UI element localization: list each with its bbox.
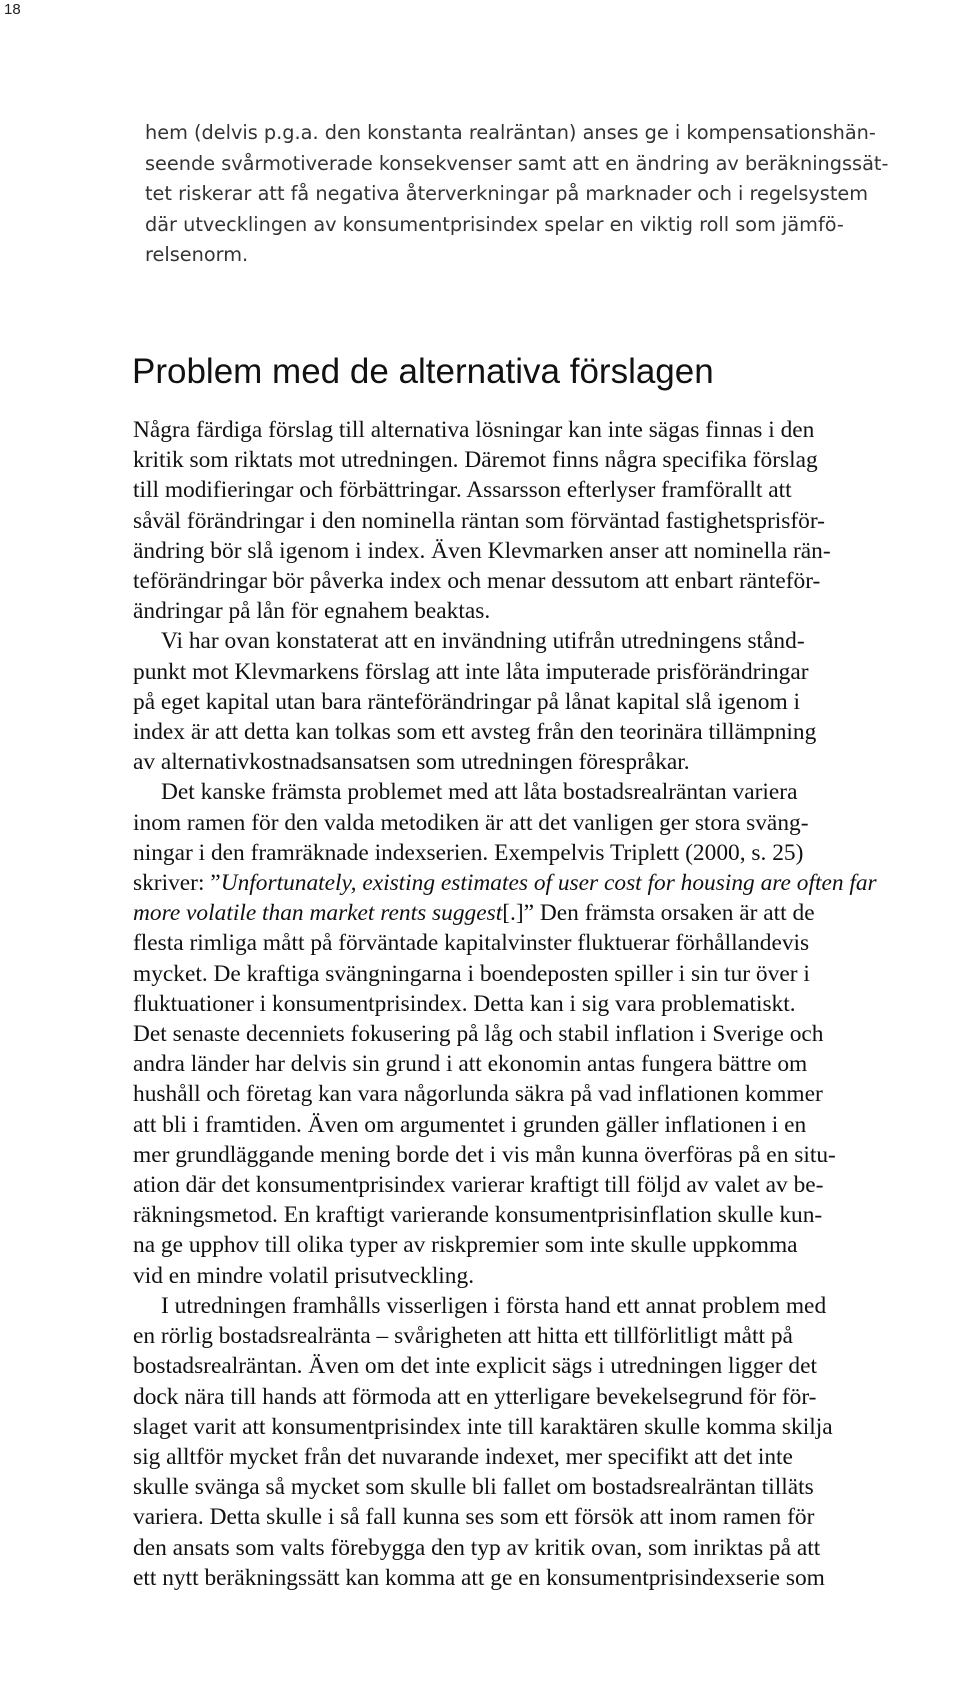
text-line: Det kanske främsta problemet med att låta bostadsrealräntan variera	[161, 779, 798, 806]
text-line: räkningsmetod. En kraftigt varierande konsumentprisinflation skulle kun-	[133, 1202, 823, 1229]
paragraph-4	[133, 1291, 933, 1593]
text-line: na ge upphov till olika typer av riskpremier som inte skulle uppkomma	[133, 1232, 798, 1259]
text-line: ändringar på lån för egnahem beaktas.	[133, 598, 491, 625]
text-line: ningar i den framräknade indexserien. Exempelvis Triplett (2000, s. 25)	[133, 839, 804, 866]
text-line: I utredningen framhålls visserligen i första hand ett annat problem med	[161, 1292, 827, 1319]
text-line: såväl förändringar i den nominella räntan som förväntad fastighetsprisför-	[133, 507, 825, 534]
text-line: punkt mot Klevmarkens förslag att inte låta imputerade prisförändringar	[133, 658, 809, 685]
text-line: mycket. De kraftiga svängningarna i boendeposten spiller i sin tur över i	[133, 960, 810, 987]
text-fragment: skriver: ”	[133, 870, 221, 897]
text-line: bostadsrealräntan. Även om det inte explicit sägs i utredningen ligger det	[133, 1353, 817, 1380]
text-line: skulle svänga så mycket som skulle bli fallet om bostadsrealräntan tilläts	[133, 1474, 814, 1501]
quote-italic: Unfortunately, existing estimates of user cost for housing are often far	[220, 870, 877, 897]
text-line: Några färdiga förslag till alternativa lösningar kan inte sägas finnas i den	[133, 417, 815, 443]
text-line: hushåll och företag kan vara någorlunda säkra på vad inflationen kommer	[133, 1081, 823, 1108]
paragraph-3	[133, 777, 933, 1290]
text-line: sig alltför mycket från det nuvarande indexet, mer specifikt att det inte	[133, 1443, 793, 1470]
text-line: att bli i framtiden. Även om argumentet i grunden gäller inflationen i en	[133, 1111, 807, 1138]
text-line: den ansats som valts förebygga den typ av kritik ovan, som inriktas på att	[133, 1534, 821, 1561]
intro-paragraph	[145, 118, 935, 271]
body-text	[133, 415, 933, 1593]
text-line: hem (delvis p.g.a. den konstanta realräntan) anses ge i kompensationshän-	[145, 121, 876, 144]
text-line: relsenorm.	[145, 243, 249, 267]
paragraph-1	[133, 415, 933, 626]
text-line: ändring bör slå igenom i index. Även Klevmarken anser att nominella rän-	[133, 537, 831, 564]
text-line: av alternativkostnadsansatsen som utredningen förespråkar.	[133, 749, 690, 776]
text-line: variera. Detta skulle i så fall kunna ses som ett försök att inom ramen för	[133, 1504, 815, 1531]
text-line: där utvecklingen av konsumentprisindex spelar en viktig roll som jämfö-	[145, 212, 844, 236]
text-line: index är att detta kan tolkas som ett avsteg från den teorinära tillämpning	[133, 719, 817, 746]
page-number: 18	[4, 1, 21, 18]
text-line	[133, 898, 933, 928]
text-fragment: [.]” Den främsta orsaken är att de	[502, 900, 815, 927]
text-line: vid en mindre volatil prisutveckling.	[133, 1262, 475, 1289]
section-heading: Problem med de alternativa förslagen	[132, 352, 714, 391]
text-line: tet riskerar att få negativa återverkningar på marknader och i regelsystem	[145, 182, 869, 206]
text-line: dock nära till hands att förmoda att en ytterligare bevekelsegrund för för-	[133, 1383, 817, 1410]
text-line: teförändringar bör påverka index och menar dessutom att enbart ränteför-	[133, 568, 821, 595]
text-line: till modifieringar och förbättringar. Assarsson efterlyser framförallt att	[133, 477, 792, 504]
text-line: slaget varit att konsumentprisindex inte till karaktären skulle komma skilja	[133, 1413, 833, 1440]
text-line: Det senaste decenniets fokusering på låg och stabil inflation i Sverige och	[133, 1021, 824, 1048]
quote-italic: more volatile than market rents suggest	[133, 900, 503, 927]
text-line: på eget kapital utan bara ränteförändringar på lånat kapital slå igenom i	[133, 688, 800, 715]
text-line: seende svårmotiverade konsekvenser samt att en ändring av beräkningssät-	[145, 151, 889, 175]
text-line: Vi har ovan konstaterat att en invändning utifrån utredningens stånd-	[161, 628, 805, 655]
text-line: inom ramen för den valda metodiken är att det vanligen ger stora sväng-	[133, 809, 809, 836]
text-line: ett nytt beräkningssätt kan komma att ge en konsumentprisindexserie som	[133, 1564, 825, 1591]
text-line: mer grundläggande mening borde det i vis mån kunna överföras på en situ-	[133, 1141, 836, 1168]
text-line: en rörlig bostadsrealränta – svårigheten att hitta ett tillförlitligt mått på	[133, 1323, 793, 1350]
text-line	[133, 868, 933, 898]
text-line: kritik som riktats mot utredningen. Däremot finns några specifika förslag	[133, 447, 818, 474]
text-line: flesta rimliga mått på förväntade kapitalvinster fluktuerar förhållandevis	[133, 930, 810, 957]
text-line: ation där det konsumentprisindex varierar kraftigt till följd av valet av be-	[133, 1172, 824, 1199]
text-line: andra länder har delvis sin grund i att ekonomin antas fungera bättre om	[133, 1051, 808, 1078]
paragraph-2	[133, 626, 933, 777]
text-line: fluktuationer i konsumentprisindex. Detta kan i sig vara problematiskt.	[133, 990, 796, 1017]
